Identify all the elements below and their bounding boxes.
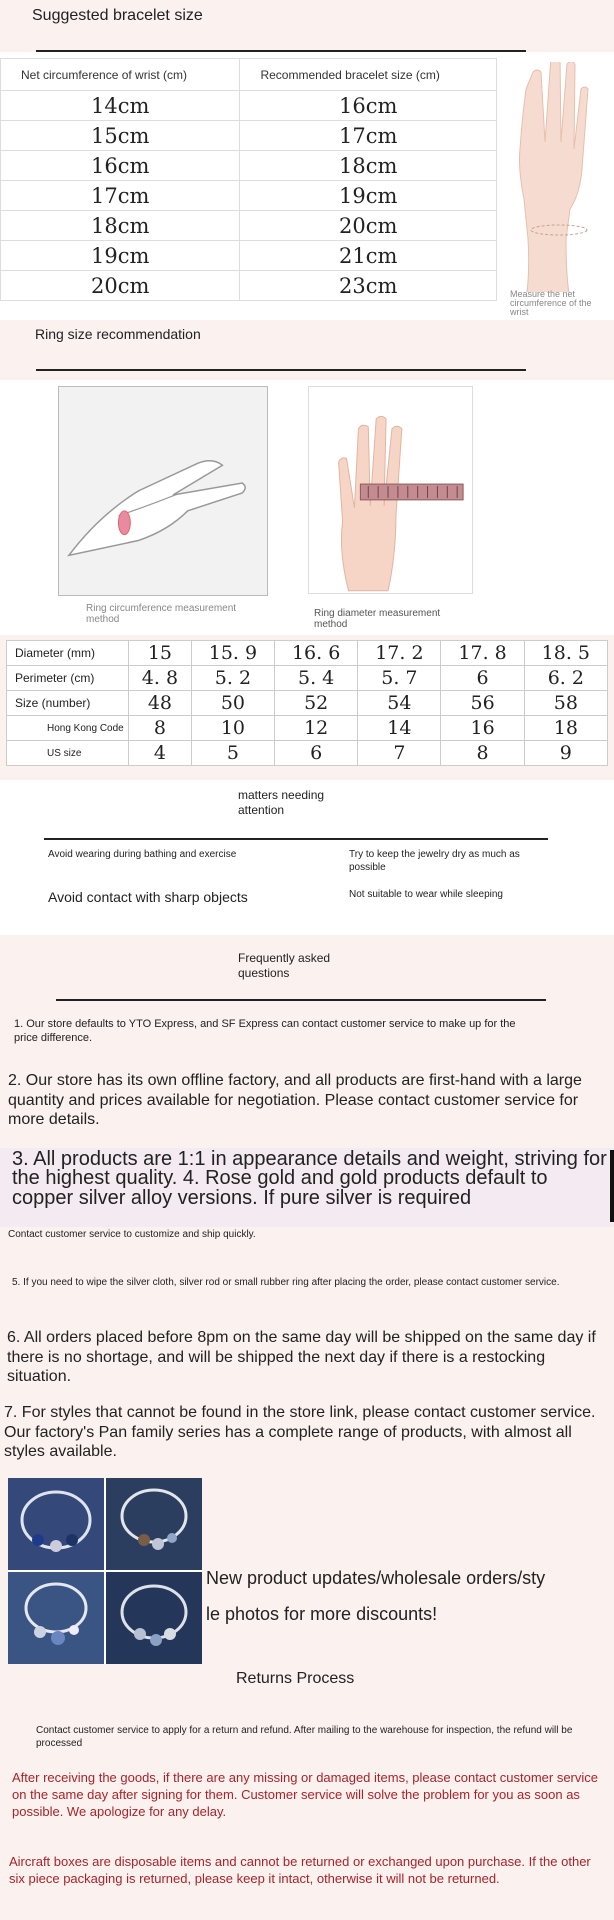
table-cell: 8 (441, 741, 524, 766)
bracelet-size-table (0, 58, 497, 301)
size-cell: 21cm (240, 241, 497, 271)
table-row (7, 691, 608, 716)
attention-item-4: Not suitable to wear while sleeping (349, 889, 503, 900)
wrist-hand-caption: Measure the net circumference of the wrist (510, 289, 592, 317)
faq-item-3: 3. All products are 1:1 in appearance details and weight, striving for the highest quality. 4. Rose gold and gold products default to copper silver alloy versions. If pure silver is required (12, 1148, 607, 1209)
promo-line-2: le photos for more discounts! (206, 1604, 438, 1624)
table-cell: 5. 7 (358, 666, 441, 691)
ring-divider (36, 369, 526, 371)
table-row (1, 241, 497, 271)
table-cell: 54 (358, 691, 441, 716)
wrist-hand-illustration (503, 62, 608, 292)
size-cell: 17cm (240, 121, 497, 151)
table-cell: 5. 4 (275, 666, 358, 691)
table-cell: 12 (275, 716, 358, 741)
table-row (7, 666, 608, 691)
size-cell: 18cm (240, 151, 497, 181)
promo-line-1: New product updates/wholesale orders/sty (206, 1568, 546, 1588)
faq-item-7: 7. For styles that cannot be found in the store link, please contact customer service. Our factory's Pan family series has a complete range of products, with almost all styles available. (4, 1404, 596, 1461)
table-row (1, 121, 497, 151)
attention-title: matters needing attention (238, 788, 325, 817)
ring-caption-right: Ring diameter measurement method (314, 608, 441, 630)
wrist-cell: 20cm (1, 271, 240, 301)
row-label: Hong Kong Code (7, 716, 129, 741)
table-cell: 17. 8 (441, 641, 524, 666)
table-cell: 18 (524, 716, 607, 741)
table-cell: 16 (441, 716, 524, 741)
table-cell: 15 (129, 641, 192, 666)
row-label: Size (number) (7, 691, 129, 716)
table-cell: 5. 2 (191, 666, 274, 691)
table-row (1, 271, 497, 301)
table-cell: 7 (358, 741, 441, 766)
table-row (7, 641, 608, 666)
faq-item-3b: Contact customer service to customize and ship quickly. (8, 1229, 256, 1240)
size-cell: 20cm (240, 211, 497, 241)
row-label: Diameter (mm) (7, 641, 129, 666)
bracelet-divider (36, 50, 526, 52)
table-row (7, 741, 608, 766)
bracelet-photo (106, 1478, 202, 1570)
table-cell: 17. 2 (358, 641, 441, 666)
faq-title: Frequently asked questions (238, 951, 331, 980)
ring-diameter-image (308, 386, 473, 594)
faq-item-6: 6. All orders placed before 8pm on the same day will be shipped on the same day if there is no shortage, and will be shipped the next day if there is a restocking situation. (7, 1329, 596, 1386)
bracelet-photo (8, 1478, 104, 1570)
scrollbar[interactable] (610, 1150, 614, 1222)
size-cell: 23cm (240, 271, 497, 301)
table-cell: 6 (441, 666, 524, 691)
bracelet-photo (8, 1572, 104, 1664)
table-cell: 14 (358, 716, 441, 741)
table-row (1, 181, 497, 211)
table-cell: 15. 9 (191, 641, 274, 666)
table-cell: 6. 2 (524, 666, 607, 691)
table-cell: 4 (129, 741, 192, 766)
table-row (7, 716, 608, 741)
ring-caption-left: Ring circumference measurement method (86, 603, 237, 625)
table-cell: 58 (524, 691, 607, 716)
attention-divider (44, 838, 548, 840)
table-cell: 50 (191, 691, 274, 716)
table-row (1, 151, 497, 181)
bracelet-title: Suggested bracelet size (32, 7, 203, 24)
wrist-cell: 17cm (1, 181, 240, 211)
col-wrist-header: Net circumference of wrist (cm) (1, 59, 240, 91)
attention-item-3: Avoid contact with sharp objects (48, 889, 248, 905)
table-row (1, 91, 497, 121)
table-cell: 6 (275, 741, 358, 766)
bracelet-photo-grid (8, 1478, 202, 1664)
wrist-cell: 18cm (1, 211, 240, 241)
wrist-cell: 19cm (1, 241, 240, 271)
row-label: US size (7, 741, 129, 766)
size-cell: 19cm (240, 181, 497, 211)
faq-item-2: 2. Our store has its own offline factory, and all products are first-hand with a large quantity and prices available for negotiation. Please contact customer service for more details. (8, 1072, 582, 1129)
table-row (1, 211, 497, 241)
table-cell: 48 (129, 691, 192, 716)
table-cell: 4. 8 (129, 666, 192, 691)
col-size-header: Recommended bracelet size (cm) (240, 59, 497, 91)
returns-paragraph-1: Contact customer service to apply for a return and refund. After mailing to the warehouse for inspection, the refund will be processed (36, 1725, 573, 1749)
attention-item-1: Avoid wearing during bathing and exercise (48, 849, 237, 860)
returns-paragraph-3: Aircraft boxes are disposable items and cannot be returned or exchanged upon purchase. If the other six piece packaging is returned, please keep it intact, otherwise it will not be returned. (9, 1854, 591, 1886)
table-cell: 52 (275, 691, 358, 716)
wrist-cell: 14cm (1, 91, 240, 121)
attention-item-2: Try to keep the jewelry dry as much as possible (349, 849, 520, 873)
ring-title: Ring size recommendation (35, 326, 201, 342)
size-cell: 16cm (240, 91, 497, 121)
table-cell: 18. 5 (524, 641, 607, 666)
ring-size-table (6, 640, 608, 766)
row-label: Perimeter (cm) (7, 666, 129, 691)
returns-title: Returns Process (236, 1670, 355, 1687)
table-cell: 16. 6 (275, 641, 358, 666)
wrist-cell: 16cm (1, 151, 240, 181)
returns-paragraph-2: After receiving the goods, if there are any missing or damaged items, please contact customer service on the same day after signing for them. Customer service will solve the problem for you as soon as possible. We apologize for any delay. (12, 1770, 599, 1819)
wrist-cell: 15cm (1, 121, 240, 151)
bracelet-photo (106, 1572, 202, 1664)
ring-circumference-image (58, 386, 268, 596)
faq-divider (56, 999, 546, 1001)
table-cell: 56 (441, 691, 524, 716)
table-cell: 10 (191, 716, 274, 741)
table-cell: 8 (129, 716, 192, 741)
faq-item-5: 5. If you need to wipe the silver cloth, silver rod or small rubber ring after placing the order, please contact customer service. (12, 1277, 560, 1288)
faq-item-1: 1. Our store defaults to YTO Express, and SF Express can contact customer service to make up for the price difference. (14, 1018, 516, 1044)
table-cell: 9 (524, 741, 607, 766)
table-cell: 5 (191, 741, 274, 766)
